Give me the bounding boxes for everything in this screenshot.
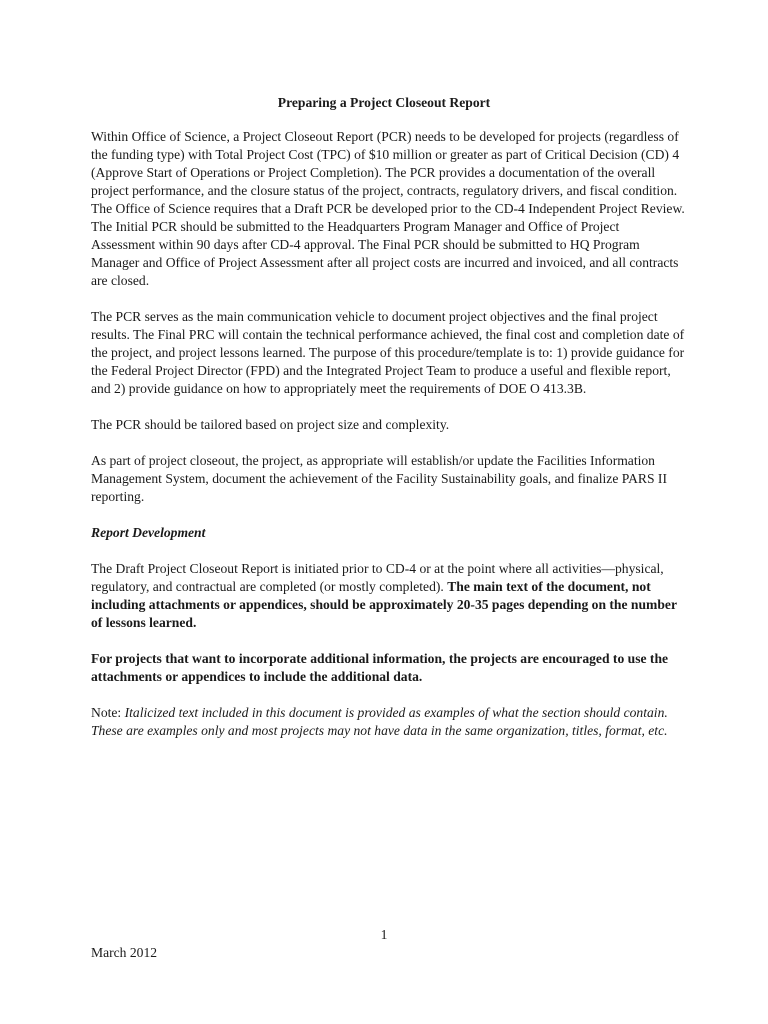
paragraph-note (91, 704, 686, 740)
note-text: Italicized text included in this document is provided as examples of what the section should contain. These are examples only and most projects may not have data in the same organization, titles, format, etc. (91, 705, 668, 738)
document-body (91, 128, 686, 758)
note-label: Note: (91, 705, 125, 720)
paragraph-pcr-overview: Within Office of Science, a Project Closeout Report (PCR) needs to be developed for projects (regardless of the funding type) with Total Project Cost (TPC) of $10 million or greater as part of Critical Decision (CD) 4 (Approve Start of Operations or Project Completion). The PCR provides a documentation of the overall project performance, and the closure status of the project, contracts, regulatory drivers, and fiscal condition. The Office of Science requires that a Draft PCR be developed prior to the CD-4 Independent Project Review. The Initial PCR should be submitted to the Headquarters Program Manager and Office of Project Assessment within 90 days after CD-4 approval. The Final PCR should be submitted to HQ Program Manager and Office of Project Assessment after all project costs are incurred and invoiced, and all contracts are closed. (91, 129, 685, 288)
paragraph-project-closeout: As part of project closeout, the project, as appropriate will establish/or update the Facilities Information Management System, document the achievement of the Facility Sustainability goals, and finalize PARS II reporting. (91, 453, 667, 504)
draft-report-emphasis: The main text of the document, not including attachments or appendices, should be approximately 20-35 pages depending on the number of lessons learned. (91, 579, 677, 630)
footer-date: March 2012 (91, 945, 158, 960)
page-title: Preparing a Project Closeout Report (277, 95, 491, 110)
draft-report-text: The Draft Project Closeout Report is initiated prior to CD-4 or at the point where all activities—physical, regulatory, and contractual are completed (or mostly completed). (91, 561, 664, 594)
section-heading-report-development: Report Development (91, 525, 206, 540)
paragraph-draft-report (91, 560, 686, 632)
paragraph-attachments-guidance: For projects that want to incorporate additional information, the projects are encouraged to use the attachments or appendices to include the additional data. (91, 651, 669, 684)
paragraph-pcr-purpose: The PCR serves as the main communication vehicle to document project objectives and the final project results. The Final PRC will contain the technical performance achieved, the final cost and completion date of the project, and project lessons learned. The purpose of this procedure/template is to: 1) provide guidance for the Federal Project Director (FPD) and the Integrated Project Team to produce a useful and flexible report, and 2) provide guidance on how to appropriately meet the requirements of DOE O 413.3B. (91, 309, 685, 396)
page-number: 1 (380, 927, 388, 942)
paragraph-pcr-tailoring: The PCR should be tailored based on project size and complexity. (91, 417, 450, 432)
